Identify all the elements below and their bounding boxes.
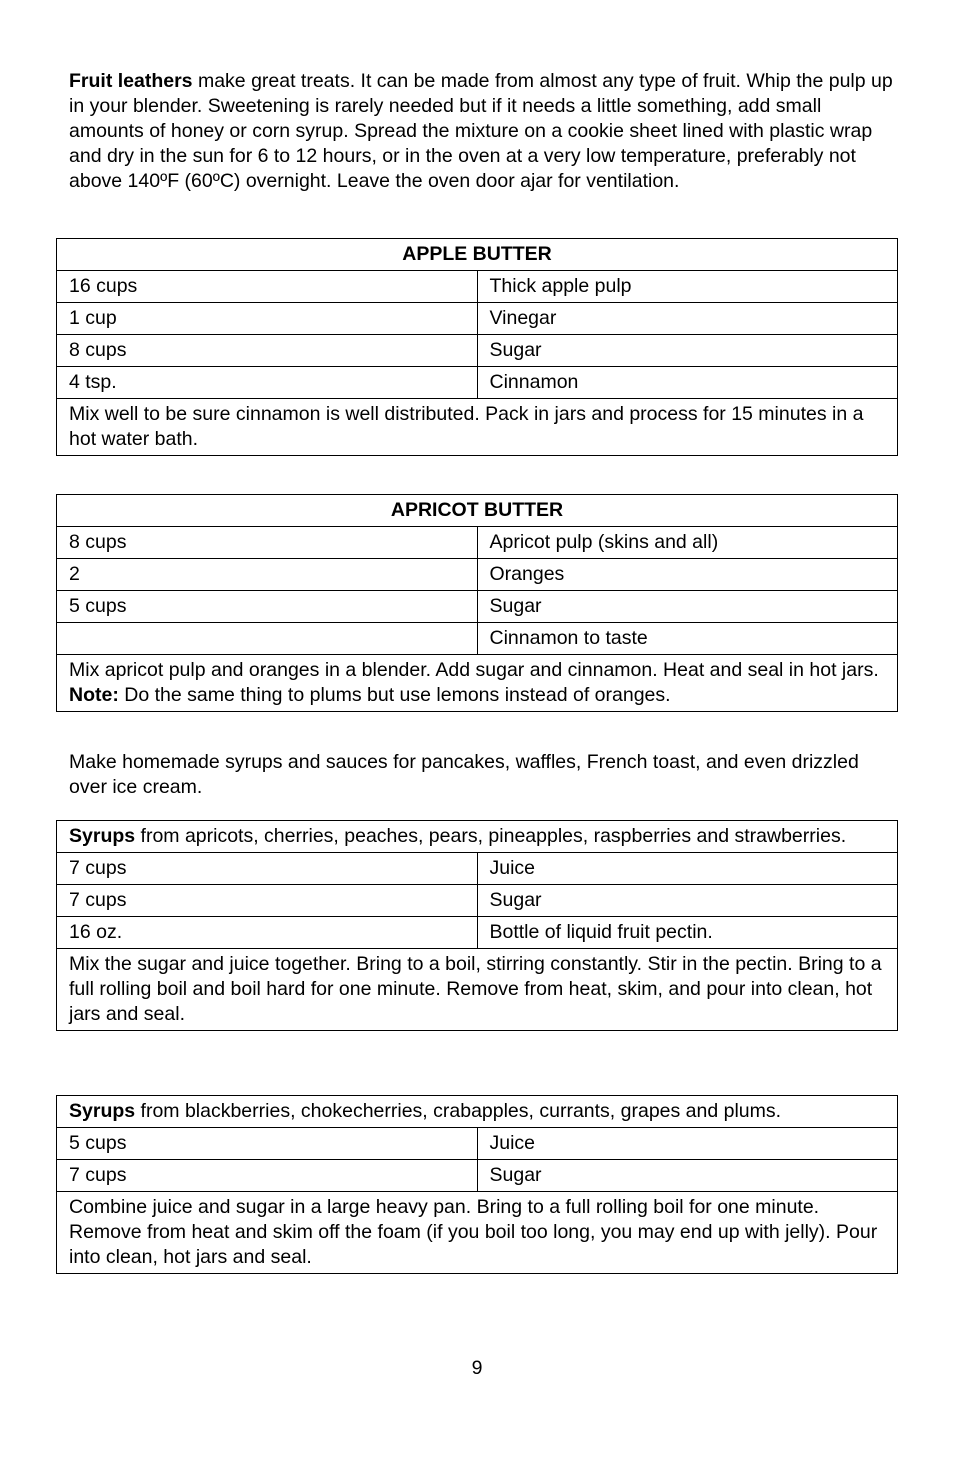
ingredient-quantity: 2: [57, 559, 478, 591]
fruit-leathers-paragraph: [69, 69, 894, 194]
ingredient-name: Apricot pulp (skins and all): [477, 527, 898, 559]
table-row: [57, 527, 898, 559]
table-row: [57, 303, 898, 335]
fruit-leathers-text: make great treats. It can be made from almost any type of fruit. Whip the pulp up in your blender. Sweetening is rarely needed but if it needs a little something, add small amounts of honey or corn syrup. Spread the mixture on a cookie sheet lined with plastic wrap and dry in the sun for 6 to 12 hours, or in the oven at a very low temperature, preferably not above 140ºF (60ºC) overnight. Leave the oven door ajar for ventilation.: [69, 70, 893, 192]
ingredient-name: Sugar: [477, 335, 898, 367]
syrups-intro-paragraph: Make homemade syrups and sauces for pancakes, waffles, French toast, and even drizzled over ice cream.: [69, 751, 859, 798]
syrups-dark-fruit-title: [57, 1096, 898, 1128]
page-number: 9: [471, 1357, 483, 1379]
syrups-dark-fruit-table: [56, 1095, 898, 1274]
ingredient-name: Thick apple pulp: [477, 271, 898, 303]
table-row: [57, 271, 898, 303]
ingredient-quantity: 5 cups: [57, 1128, 478, 1160]
ingredient-name: Oranges: [477, 559, 898, 591]
ingredient-name: Bottle of liquid fruit pectin.: [477, 917, 898, 949]
table-row: [57, 367, 898, 399]
apricot-butter-table: [56, 494, 898, 712]
table-row: [57, 853, 898, 885]
fruit-leathers-heading: Fruit leathers: [69, 70, 193, 92]
ingredient-quantity: 4 tsp.: [57, 367, 478, 399]
ingredient-quantity: [57, 623, 478, 655]
ingredient-quantity: 7 cups: [57, 1160, 478, 1192]
syrups-light-fruit-table: [56, 820, 898, 1031]
ingredient-quantity: 1 cup: [57, 303, 478, 335]
ingredient-quantity: 16 cups: [57, 271, 478, 303]
apple-butter-title: APPLE BUTTER: [57, 239, 898, 271]
ingredient-quantity: 5 cups: [57, 591, 478, 623]
ingredient-quantity: 8 cups: [57, 527, 478, 559]
ingredient-name: Juice: [477, 1128, 898, 1160]
table-row: [57, 559, 898, 591]
syrups-light-fruit-title: [57, 821, 898, 853]
syrups-label: Syrups: [69, 1100, 136, 1122]
table-row: [57, 885, 898, 917]
apricot-butter-instructions: [57, 655, 898, 712]
ingredient-quantity: 16 oz.: [57, 917, 478, 949]
syrups-fruit-list: from apricots, cherries, peaches, pears, pineapples, raspberries and strawberries.: [135, 825, 847, 847]
ingredient-quantity: 8 cups: [57, 335, 478, 367]
ingredient-quantity: 7 cups: [57, 885, 478, 917]
note-label: Note:: [69, 684, 119, 706]
ingredient-name: Cinnamon: [477, 367, 898, 399]
table-row: [57, 591, 898, 623]
table-row: [57, 623, 898, 655]
syrups-label: Syrups: [69, 825, 136, 847]
apple-butter-table: [56, 238, 898, 456]
syrups-fruit-list: from blackberries, chokecherries, crabapples, currants, grapes and plums.: [135, 1100, 782, 1122]
table-row: [57, 917, 898, 949]
ingredient-name: Sugar: [477, 885, 898, 917]
instructions-text: Mix apricot pulp and oranges in a blender. Add sugar and cinnamon. Heat and seal in hot jars.: [69, 659, 879, 681]
ingredient-quantity: 7 cups: [57, 853, 478, 885]
ingredient-name: Juice: [477, 853, 898, 885]
syrups-dark-fruit-instructions: Combine juice and sugar in a large heavy pan. Bring to a full rolling boil for one minute. Remove from heat and skim off the foam (if you boil too long, you may end up with jelly). Pour into clean, hot jars and seal.: [57, 1192, 898, 1274]
ingredient-name: Sugar: [477, 591, 898, 623]
syrups-light-fruit-instructions: Mix the sugar and juice together. Bring to a boil, stirring constantly. Stir in the pectin. Bring to a full rolling boil and boil hard for one minute. Remove from heat, skim, and pour into clean, hot jars and seal.: [57, 949, 898, 1031]
table-row: [57, 1128, 898, 1160]
ingredient-name: Sugar: [477, 1160, 898, 1192]
table-row: [57, 335, 898, 367]
ingredient-name: Cinnamon to taste: [477, 623, 898, 655]
note-text: Do the same thing to plums but use lemons instead of oranges.: [118, 684, 671, 706]
apple-butter-instructions: Mix well to be sure cinnamon is well distributed. Pack in jars and process for 15 minutes in a hot water bath.: [57, 399, 898, 456]
ingredient-name: Vinegar: [477, 303, 898, 335]
table-row: [57, 1160, 898, 1192]
apricot-butter-title: APRICOT BUTTER: [57, 495, 898, 527]
